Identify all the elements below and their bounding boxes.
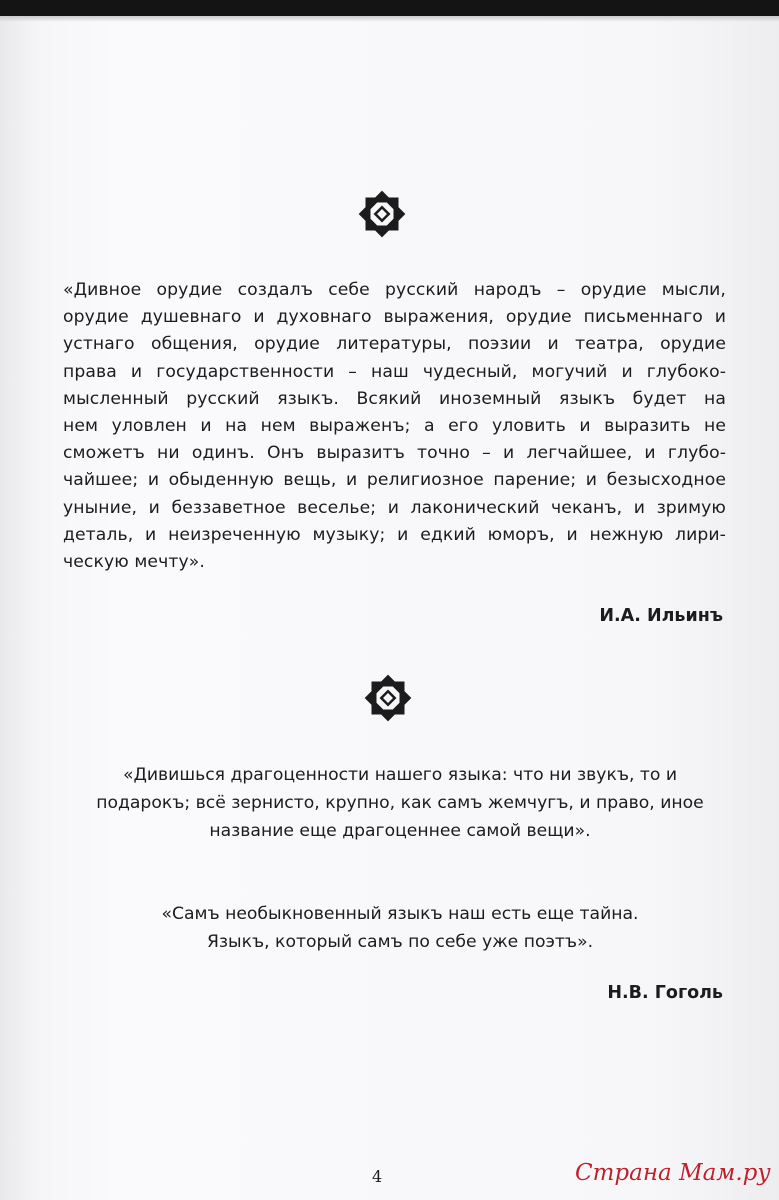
quote-gogol-2 [120, 900, 680, 956]
quote-line: деталь, и неизреченную музыку; и едкий юморъ, и нежную лири- [63, 524, 726, 545]
star-ornament-icon [356, 188, 408, 240]
page-number: 4 [372, 1167, 383, 1186]
quote-author-gogol: Н.В. Гоголь [607, 983, 723, 1003]
star-ornament-icon [362, 672, 414, 724]
site-watermark [575, 1160, 771, 1186]
quote-ilyin [63, 277, 726, 576]
scan-dark-border [0, 0, 779, 16]
quote-line: нем уловлен и на нем выраженъ; а его уловить и выразить не [63, 416, 726, 437]
quote-line: чайшее; и обыденную вещь, и религиозное парение; и безысходное [63, 470, 726, 491]
quote-line: «Дивное орудие создалъ себе русский народъ – орудие мысли, [63, 280, 726, 300]
quote-line: сможетъ ни одинъ. Онъ выразитъ точно – и легчайшее, и глубо- [63, 443, 726, 464]
quote-line: устнаго общения, орудие литературы, поэзии и театра, орудие [63, 334, 726, 355]
quote-line: подарокъ; всё зернисто, крупно, как самъ жемчугъ, и право, иное [96, 793, 704, 813]
scan-border-shadow [0, 16, 779, 22]
watermark-suffix: .ру [735, 1160, 771, 1186]
quote-line: название еще драгоценнее самой вещи». [209, 821, 591, 841]
quote-line: орудие душевнаго и духовнаго выражения, орудие письменнаго и [63, 307, 726, 328]
quote-line: «Дивишься драгоценности нашего языка: что ни звукъ, то и [122, 765, 678, 785]
quote-line: уныние, и беззаветное веселье; и лаконический чеканъ, и зримую [63, 497, 726, 518]
quote-line: ческую мечту». [63, 552, 205, 573]
watermark-text: Страна Мам [575, 1160, 736, 1186]
quote-line: мысленный русский языкъ. Всякий иноземный языкъ будет на [63, 388, 726, 409]
quote-author-ilyin: И.А. Ильинъ [599, 606, 723, 626]
quote-line: права и государственности – наш чудесный, могучий и глубоко- [63, 361, 726, 382]
quote-gogol-1 [70, 761, 730, 845]
quote-line: «Самъ необыкновенный языкъ наш есть еще тайна. [161, 904, 639, 924]
quote-line: Языкъ, который самъ по себе уже поэтъ». [206, 932, 594, 952]
